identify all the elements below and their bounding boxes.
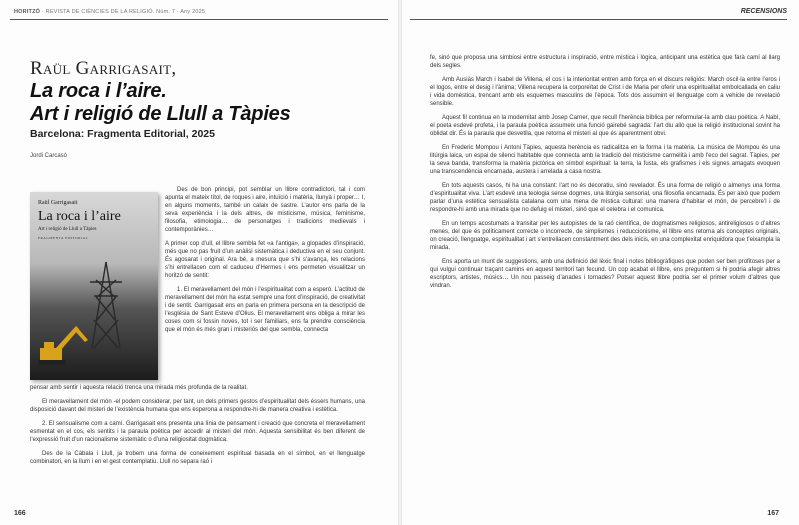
header-rule (410, 19, 787, 20)
paragraph: Amb Ausiàs March i Isabel de Villena, el cos i la interioritat entren amb força en el discurs religiós: March oscil·la entre l’eros i el logos, entre el desig i l’ànima; Villena recupera la corporeïtat de Crist i de Maria per oferir una espiritualitat embolcallada en caliu i vida domèstica, trencant amb els esquemes masculins de l’època. Tots dos assumint el llenguatge com a vehicle de revelació sensible. (430, 77, 780, 107)
paragraph: pensar amb sentir i aquesta relació trenca una mirada més profunda de la realitat. (30, 385, 248, 391)
journal-name: HORITZÓ (14, 9, 41, 15)
excavator-silhouette (36, 318, 96, 368)
paragraph: Des de bon principi, pot semblar un llibre contradictori, tal i com apunta el mateix títol, de roques i aire, intuïció i matèria, llunyà i proper… I, en alguns moments, també un calaix de sastre. L’autor ens parla de la seva experiència i la dels altres, de misticisme, música, feminisme, filosofia, etimologia… de personatges i tradicions medievals i contemporànies… (165, 187, 365, 233)
cover-title: La roca i l’aire (38, 209, 121, 224)
running-head (14, 9, 386, 15)
paragraph: Ens aporta un munt de suggestions, amb una definició del lèxic final i notes bibliogràfiques que poden ser ben profitoses per a qui vulgui continuar traçant camins en aquest territori tan fecund. Un cop acabat el llibre, ens preguntem si hi podria afegir altres escriptors, artistes, músics… Un nou passeig d’anades i tornades? Potser aquest llibre podria ser el primer volum d’altres que vindran. (430, 259, 780, 289)
review-column-text (165, 186, 365, 340)
paragraph: 1. El meravellament del món i l’espiritualitat com a esperó. L’actitud de meravellament del món ha estat sempre una font d’inspiració, de creativitat i de sentit. Garrigasait ens en parla en primera persona en la descripció de l’església de Sant Esteve d’Olius. El meravellament ens obliga a mirar les coses com si fossin noves, tot i ser familiars, ens fa prendre consciència que el món és més gran i misteriós del que sembla, connecta (165, 287, 365, 333)
cover-subtitle: Art i religió de Llull a Tàpies (38, 227, 97, 232)
reviewer-name: Jordi Carcasó (30, 153, 68, 159)
book-title-line-2: Art i religió de Llull a Tàpies (30, 103, 291, 125)
page-number: 167 (767, 510, 779, 517)
header-rule (10, 19, 388, 20)
section-label: RECENSIONS (740, 8, 787, 15)
right-page (402, 0, 799, 525)
cover-publisher: FRAGMENTA EDITORIAL (38, 236, 89, 240)
book-cover-image (30, 192, 158, 380)
book-title-line-1: La roca i l’aire. (30, 80, 167, 102)
paragraph: En Frederic Mompou i Antoni Tàpies, aquesta herència es radicalitza en la forma i la matèria. La música de Mompou és una litúrgia laica, un espai de silenci habitable que connecta amb la tradició del misticisme carmelità i amb l’eco del sagrat. Tàpies, per la seva banda, transforma la matèria pictòrica en símbol espiritual: la terra, la fusta, els grafismes i els signes amagats evoquen una transcendència encarnada, austera i arrelada a casa nostra. (430, 145, 780, 175)
paragraph: 2. El sensualisme com a camí. Garrigasait ens presenta una línia de pensament i creació que concreta el meravellament esmentat en el cos, els sentits i la paraula poètica per accedir al misteri del món. Aquesta sensibilitat és ben diferent de l’expressió fruit d’un racionalisme sistemàtic o d’una religiositat dogmàtica. (30, 421, 365, 443)
journal-issue: · REVISTA DE CIÈNCIES DE LA RELIGIÓ. Núm. 7 · Any 2025 (40, 9, 206, 15)
page-number: 166 (14, 510, 26, 517)
publisher-line: Barcelona: Fragmenta Editorial, 2025 (30, 128, 215, 140)
review-body-text (430, 54, 780, 296)
paragraph: fe, sinó que proposa una simbiosi entre estructura i inspiració, entre mística i lògica, anticipant una estètica que farà camí al llarg dels segles. (430, 55, 780, 69)
paragraph: A primer cop d’ull, el llibre sembla fet «a l’antiga», a glopades d’inspiració, més que no pas fruit d’un anàlisi sistemàtica i deductiva en el seu conjunt. És agosarat i original. Ara bé, a mesura que s’hi s’avança, les relacions s’hi entrellacen com el caduceu d’Hermes i ens permeten visualitzar un horitzó de sentit: (165, 241, 365, 279)
left-page (0, 0, 398, 525)
paragraph: El meravellament del món -el podem considerar, per tant, un dels primers gestos d’espiritualitat dels éssers humans, una disposició davant del misteri de l’existència humana que ens esperona a respondre-hi de manera creativa i estètica. (30, 399, 365, 413)
paragraph: Aquest fil continua en la modernitat amb Josep Carner, que recull l’herència bíblica per reformular-la amb clau poètica. A Nabí, el poeta esdevé profeta, i la paraula poètica assumeix una funció gairebé sagrada: l’art diu allò que la religió institucional sovint ha oblidat dir. És la paraula que desvetlla, que retorna el misteri al que és aparentment obvi. (430, 115, 780, 137)
paragraph: En un temps acostumats a transitar per les autopistes de la raó científica, de dogmatismes religiosos, antireligiosos o d’altres menes, del que és políticament correcte o incorrecte, de simplismes i reduccionisme, el llibre ens retorna als conceptes originals, on creació, llenguatge, espiritualitat i art s’entrellacen constantment des dels inicis, en una complexitat enriquidora que t’eixampla la mirada. (430, 221, 780, 251)
paragraph: Des de la Càbala i Llull, ja trobem una forma de coneixement espiritual basada en el símbol, en el llenguatge combinatori, en la llum i en el gest contemplatiu. Llull no separa raó i (30, 451, 365, 465)
cover-author: Raül Garrigasait (38, 200, 78, 206)
book-author: Raül Garrigasait, (30, 58, 177, 79)
paragraph: En tots aquests casos, hi ha una constant: l’art no és decoratiu, sinó revelador. És una forma de religió o almenys una forma d’espiritualitat viva. L’art esdevé una teologia sense dogmes, una litúrgia sensorial, una filosofia encarnada. És per això que podem parlar d’una estètica sensualista catalana com una mena de mística cultural: una manera d’habitar el món, de percebre’l i de respondre-hi amb una mirada que no defuig el misteri, sinó que el celebra i el comunica. (430, 183, 780, 213)
review-body-text (30, 384, 365, 472)
